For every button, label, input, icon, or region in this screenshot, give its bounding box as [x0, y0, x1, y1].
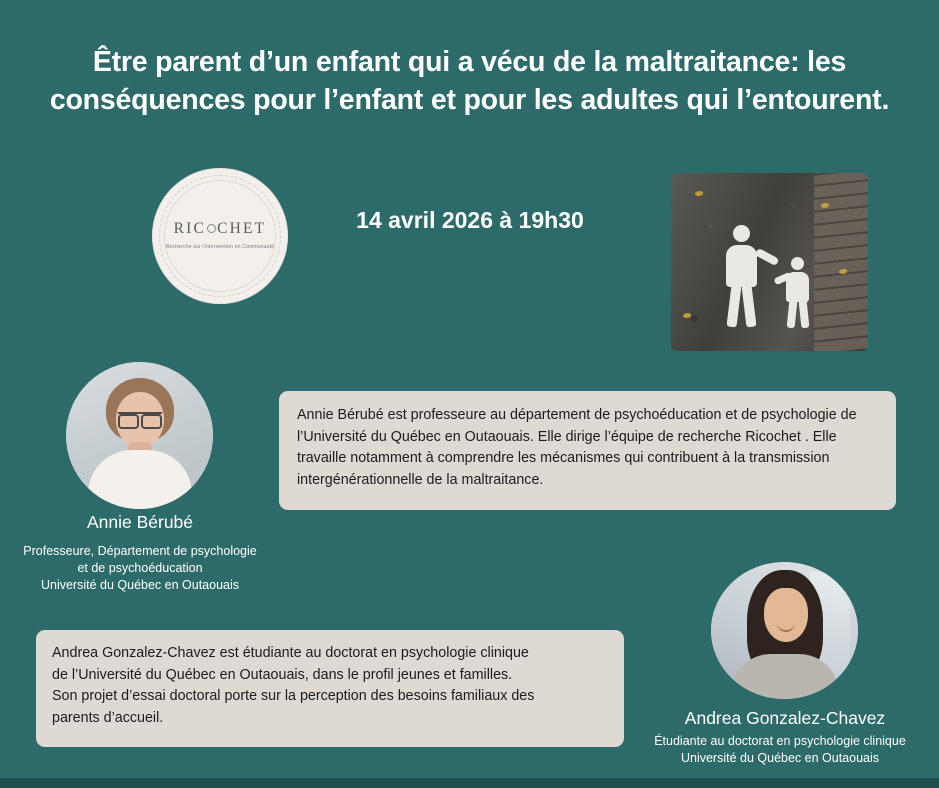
- logo-word-part2: CHET: [217, 220, 267, 237]
- glasses-icon: [118, 412, 162, 425]
- avatar-face: [764, 588, 808, 642]
- speaker-role-annie: [10, 543, 270, 594]
- speaker-role-line: Université du Québec en Outaouais: [680, 750, 880, 765]
- speaker-bio-annie: Annie Bérubé est professeure au département de psychoéducation et de psychologie de l’Université du Québec en Outaouais. Elle dirige l’équipe de recherche Ricochet . Elle travaille notamment à comprendre les mécanismes qui contribuent à la transmission intergénérationnelle de la maltraitance.: [279, 391, 896, 510]
- speaker-name-annie: Annie Bérubé: [86, 512, 194, 532]
- speaker-role-andrea: [630, 733, 930, 767]
- speaker-role-line: et de psychoéducation: [77, 560, 203, 575]
- speaker-name-andrea: Andrea Gonzalez-Chavez: [684, 708, 886, 728]
- page-title: Être parent d’un enfant qui a vécu de la maltraitance: les conséquences pour l’enfant et pour les adultes qui l’entourent.: [49, 46, 890, 116]
- adult-figure-body: [726, 245, 757, 287]
- bio-line: de l’Université du Québec en Outaouais, dans le profil jeunes et familles.: [52, 666, 513, 683]
- event-date: 14 avril 2026 à 19h30: [356, 207, 584, 233]
- logo-word-part1: RIC: [173, 220, 207, 237]
- bio-line: Son projet d’essai doctoral porte sur la perception des besoins familiaux des: [52, 688, 535, 705]
- logo-tagline: Recherche sur l'intervention en Communauté: [165, 244, 275, 250]
- street-pictogram-photo: [671, 173, 868, 351]
- logo-circle-icon: [207, 224, 216, 233]
- avatar-andrea-gonzalez-chavez: [711, 562, 858, 699]
- ricochet-logo: [152, 168, 288, 304]
- adult-figure-head: [733, 225, 750, 242]
- bottom-accent-bar: [0, 778, 939, 788]
- speaker-role-line: Étudiante au doctorat en psychologie clinique: [654, 734, 906, 748]
- speaker-bio-andrea: [36, 630, 624, 747]
- bio-line: Andrea Gonzalez-Chavez est étudiante au doctorat en psychologie clinique: [52, 645, 529, 661]
- speaker-role-line: Université du Québec en Outaouais: [40, 577, 240, 592]
- bio-line: parents d’accueil.: [52, 710, 164, 727]
- speaker-role-line: Professeure, Département de psychologie: [23, 544, 257, 558]
- avatar-annie-berube: [66, 362, 213, 509]
- brick-paving: [814, 173, 868, 351]
- child-figure-head: [791, 257, 804, 270]
